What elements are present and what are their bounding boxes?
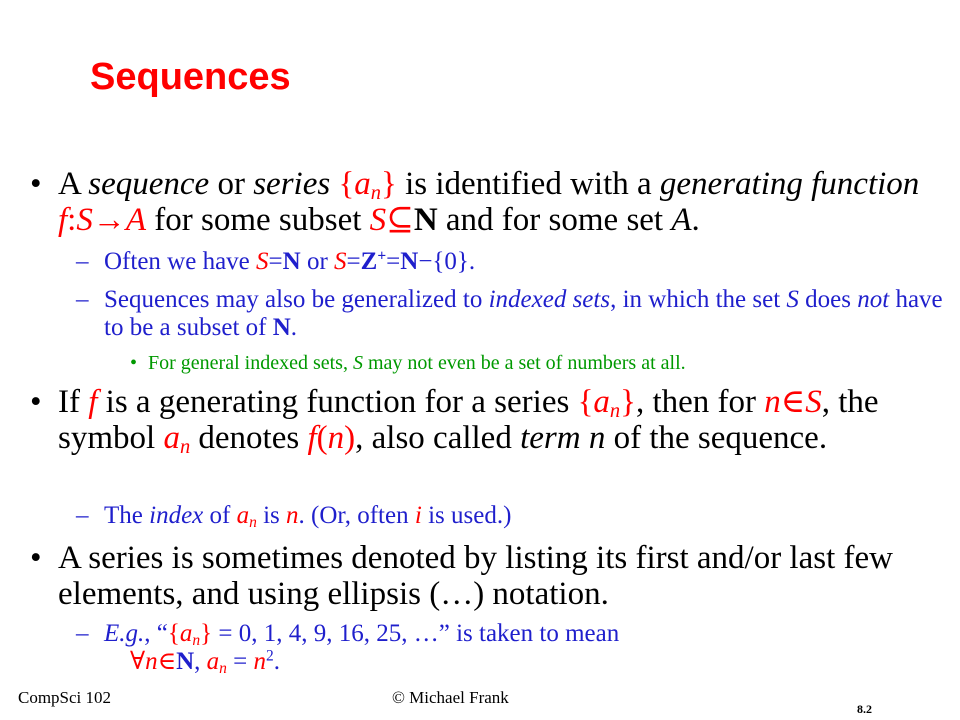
text: Often we have bbox=[104, 248, 257, 275]
sub-bullet-2 bbox=[76, 286, 944, 342]
integers-Z: Z bbox=[360, 248, 378, 275]
var-S: S bbox=[334, 248, 347, 275]
var-a: a bbox=[163, 420, 180, 456]
text: . bbox=[273, 648, 281, 675]
var-f: f bbox=[307, 420, 317, 456]
sub-n: n bbox=[219, 659, 227, 677]
dash-marker: – bbox=[76, 286, 89, 313]
sup-plus: + bbox=[377, 247, 387, 265]
page-number: 8.2 bbox=[857, 702, 872, 716]
sub-bullet-4 bbox=[76, 620, 944, 677]
text: denotes bbox=[190, 420, 308, 456]
text: the symbol bbox=[58, 384, 879, 456]
set-brace-close: } bbox=[200, 620, 213, 647]
text: , also called bbox=[355, 420, 521, 456]
term-series: series bbox=[253, 166, 331, 202]
text: . bbox=[290, 314, 298, 341]
footer-author: © Michael Frank bbox=[392, 688, 509, 707]
naturals-N: N bbox=[176, 648, 195, 675]
text: −{0}. bbox=[418, 248, 476, 275]
sub-sub-bullet-1 bbox=[130, 351, 928, 375]
var-S: S bbox=[786, 286, 799, 313]
text: does bbox=[798, 286, 858, 313]
element-of-symbol: ∈ bbox=[157, 648, 177, 675]
text: . (Or, often bbox=[298, 502, 415, 529]
arrow-symbol: → bbox=[92, 202, 126, 238]
term-not: not bbox=[857, 286, 890, 313]
text: . bbox=[691, 202, 700, 238]
bullet-3 bbox=[30, 540, 948, 612]
sub-n: n bbox=[370, 182, 382, 205]
set-brace-open: { bbox=[167, 620, 180, 647]
text: may not even be a set of numbers at all. bbox=[362, 352, 686, 374]
var-n: n bbox=[327, 420, 345, 456]
var-a: a bbox=[593, 384, 610, 420]
term-sequence: sequence bbox=[88, 166, 210, 202]
sub-n: n bbox=[249, 513, 257, 531]
dash-marker: – bbox=[76, 620, 89, 647]
sub-n: n bbox=[192, 631, 201, 649]
sub-n: n bbox=[609, 400, 621, 423]
var-f: f bbox=[58, 202, 68, 238]
set-brace-open: { bbox=[577, 384, 594, 420]
var-S: S bbox=[76, 202, 93, 238]
bullet-2 bbox=[30, 384, 948, 459]
var-S: S bbox=[352, 352, 363, 374]
text: or bbox=[300, 248, 335, 275]
slide-title: Sequences bbox=[90, 56, 291, 98]
bullet-marker: • bbox=[30, 384, 42, 420]
term-generating-function: generating function bbox=[659, 166, 920, 202]
footer-course: CompSci 102 bbox=[18, 688, 112, 707]
text: or bbox=[209, 166, 254, 202]
sub-bullet-3 bbox=[76, 502, 944, 531]
dash-marker: – bbox=[76, 502, 89, 529]
text: Sequences may also be generalized to bbox=[104, 286, 489, 313]
text: = bbox=[226, 648, 254, 675]
element-of-symbol: ∈ bbox=[780, 384, 806, 420]
term-eg: E.g. bbox=[104, 620, 145, 647]
var-S: S bbox=[369, 202, 387, 238]
sub-n: n bbox=[179, 436, 191, 459]
text: , “ bbox=[144, 620, 168, 647]
text: and for some set bbox=[437, 202, 672, 238]
set-brace-close: } bbox=[381, 166, 397, 202]
sup-2: 2 bbox=[266, 647, 274, 665]
colon: : bbox=[67, 202, 77, 238]
set-brace-close: } bbox=[620, 384, 636, 420]
text: of bbox=[203, 502, 237, 529]
bullet-marker: • bbox=[130, 352, 138, 374]
dash-marker: – bbox=[76, 248, 89, 275]
var-n: n bbox=[764, 384, 781, 420]
text: , bbox=[194, 648, 207, 675]
var-a: a bbox=[354, 166, 371, 202]
text: , then for bbox=[635, 384, 765, 420]
term-indexed-sets: indexed sets bbox=[488, 286, 611, 313]
text: is bbox=[256, 502, 287, 529]
naturals-N: N bbox=[413, 202, 438, 238]
text: If bbox=[58, 384, 89, 420]
paren: ( bbox=[316, 420, 328, 456]
text: For general indexed sets, bbox=[148, 352, 353, 374]
term-term-n: term n bbox=[520, 420, 606, 456]
bullet-1 bbox=[30, 166, 948, 238]
var-a: a bbox=[236, 502, 250, 529]
var-f: f bbox=[88, 384, 98, 420]
text: A series is sometimes denoted by listing its first and/or last few elements, and using ellipsis (…) notation. bbox=[58, 540, 893, 612]
var-n: n bbox=[145, 648, 158, 675]
var-S: S bbox=[805, 384, 822, 420]
naturals-N: N bbox=[400, 248, 419, 275]
var-A: A bbox=[125, 202, 147, 238]
text: of the sequence. bbox=[605, 420, 828, 456]
paren: ) bbox=[344, 420, 356, 456]
bullet-marker: • bbox=[30, 166, 42, 202]
text: = bbox=[268, 248, 283, 275]
text: have to be a subset of bbox=[104, 286, 943, 341]
var-a: a bbox=[179, 620, 193, 647]
var-n: n bbox=[286, 502, 299, 529]
sub-bullet-1 bbox=[76, 247, 944, 276]
text: The bbox=[104, 502, 150, 529]
naturals-N: N bbox=[282, 248, 301, 275]
set-brace-open: { bbox=[330, 166, 355, 202]
term-index: index bbox=[149, 502, 204, 529]
var-n: n bbox=[253, 648, 267, 675]
naturals-N: N bbox=[272, 314, 291, 341]
text: is used.) bbox=[421, 502, 512, 529]
var-i: i bbox=[414, 502, 422, 529]
text: for some subset bbox=[146, 202, 370, 238]
text: = bbox=[346, 248, 361, 275]
bullet-marker: • bbox=[30, 540, 42, 576]
subset-symbol: ⊆ bbox=[386, 202, 414, 238]
var-a: a bbox=[206, 648, 220, 675]
text: = bbox=[386, 248, 401, 275]
text: , in which the set bbox=[610, 286, 787, 313]
text: is a generating function for a series bbox=[97, 384, 578, 420]
text: A bbox=[58, 166, 89, 202]
text: is identified with a bbox=[396, 166, 660, 202]
var-S: S bbox=[256, 248, 269, 275]
forall-symbol: ∀ bbox=[130, 648, 146, 675]
text: = 0, 1, 4, 9, 16, 25, …” is taken to mean bbox=[212, 620, 620, 647]
var-A: A bbox=[671, 202, 692, 238]
text: , bbox=[821, 384, 830, 420]
